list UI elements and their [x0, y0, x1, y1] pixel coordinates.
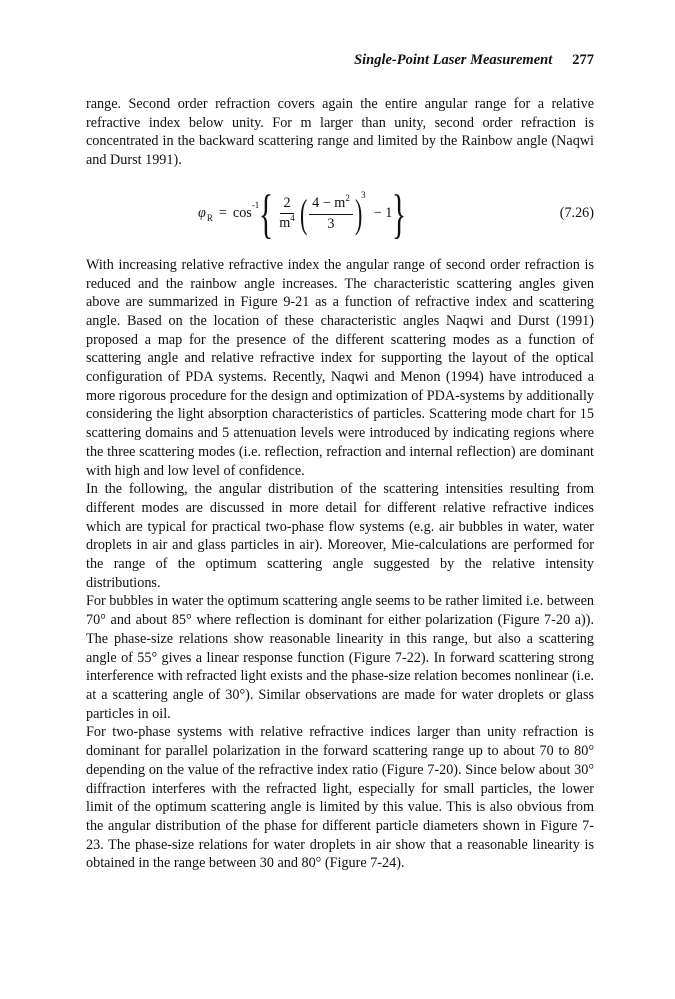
eq-fraction-2: [309, 192, 353, 233]
eq-frac2-num-sup: 2: [345, 192, 350, 203]
eq-frac1-num: 2: [280, 195, 293, 214]
eq-cos: cos: [232, 205, 252, 222]
eq-frac2-den: 3: [327, 215, 335, 232]
eq-frac1-den: [276, 214, 298, 233]
eq-phi: φ: [198, 205, 206, 222]
running-header: [86, 52, 594, 72]
equation-7-26: [86, 174, 594, 254]
eq-frac2-num-base: 4 − m: [312, 194, 346, 211]
page-number: 277: [572, 52, 594, 68]
paragraph-5: For two-phase systems with relative refractive indices larger than unity refraction is dominant for parallel polarization in the forward scattering range up to about 70 to 80° depending on the value of the refractive index ratio (Figure 7-20). Since below about 30° diffraction interferes with the refracted light, especially for small particles, the lower limit of the optimum scattering angle is limited by this value. This is also obvious from the angular distribution of the phase for different particle diameters shown in Figure 7-23. The phase-size relations for water droplets in air show that a reasonable linearity is obtained in the range between 30 and 80° (Figure 7-24).: [86, 724, 594, 872]
paragraph-4: For bubbles in water the optimum scattering angle seems to be rather limited i.e. between 70° and about 85° where reflection is dominant for either polarization (Figure 7-20 a)). The phase-size relations show reasonable linearity in this range, but also a scattering angle of 55° gives a linear response function (Figure 7-22). In forward scattering strong interference with refracted light exists and the phase-size relation becomes nonlinear (i.e. at a scattering angle of 30°). Similar observations are made for water droplets or glass particles in oil.: [86, 593, 594, 722]
eq-minus-one: − 1: [373, 205, 393, 222]
eq-fraction-1: [276, 195, 298, 233]
equation-number: (7.26): [559, 204, 594, 221]
paragraph-2: With increasing relative refractive index the angular range of second order refraction is reduced and the rainbow angle increases. The characteristic scattering angles given above are summarized in Figure 9-21 as a function of refractive index and scattering angle. Based on the location of these characteristic angles Naqwi and Durst (1991) proposed a map for the presence of the different scattering modes as a function of scattering angle and relative refractive index for supporting the layout of the optical configuration of PDA systems. Recently, Naqwi and Menon (1994) have introduced a more rigorous procedure for the design and optimization of PDA-systems by additionally considering the light absorption characteristics of particles. Scattering mode chart for 15 scattering domains and 5 attenuation levels were introduced by indicating regions where the three scattering modes (i.e. reflection, refraction and internal reflection) are dominant with high and low level of confidence.: [86, 256, 594, 479]
eq-frac1-den-sup: 4: [290, 212, 295, 223]
eq-left-paren: (: [299, 190, 308, 236]
eq-paren-sup: 3: [361, 190, 366, 201]
eq-phi-subscript: R: [206, 213, 213, 224]
eq-cos-sup: -1: [251, 200, 260, 211]
equation-body: [198, 178, 406, 250]
eq-left-brace: {: [259, 183, 274, 244]
body-text: [86, 95, 594, 873]
paragraph-3: In the following, the angular distribution of the scattering intensities resulting from different modes are discussed in more detail for different relative refractive indices which are typical for practical two-phase flow systems (e.g. air bubbles in water, water droplets in air and glass particles in air). Moreover, Mie-calculations are performed for the range of the optimum scattering angle suggested by the relative intensity distributions.: [86, 481, 594, 591]
running-title: Single-Point Laser Measurement: [354, 52, 553, 68]
eq-right-brace: }: [392, 183, 407, 244]
eq-frac1-den-base: m: [279, 214, 291, 231]
paragraph-1: range. Second order refraction covers again the entire angular range for a relative refractive index below unity. For m larger than unity, second order refraction is concentrated in the backward scattering range and limited by the Rainbow angle (Naqwi and Durst 1991).: [86, 96, 594, 169]
eq-frac2-num: [309, 192, 353, 215]
eq-equals: =: [218, 205, 227, 222]
eq-right-paren: ): [354, 190, 363, 236]
